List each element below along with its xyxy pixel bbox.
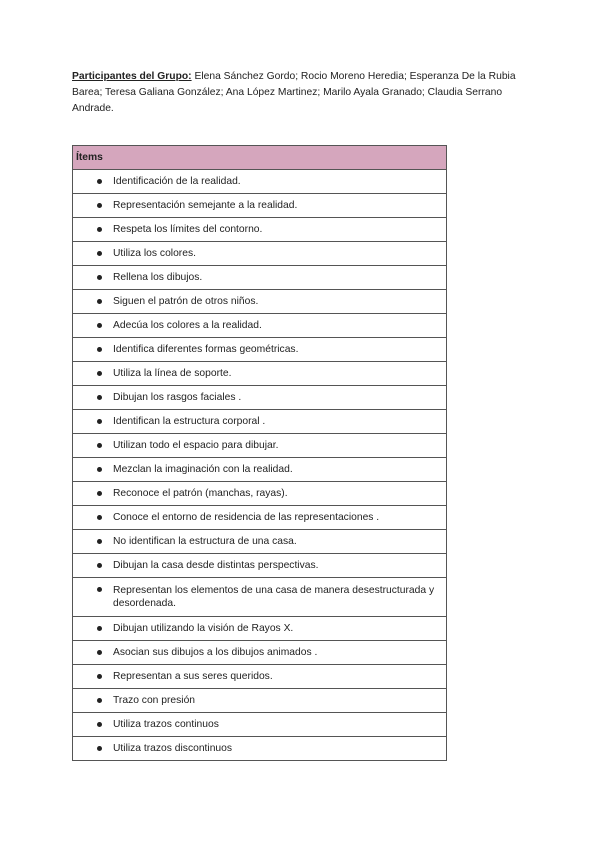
items-header: Ítems: [73, 146, 447, 170]
table-row: [73, 506, 447, 530]
bullet-icon: [97, 419, 102, 424]
item-text: Utiliza trazos discontinuos: [113, 743, 233, 754]
participants-paragraph: [72, 69, 532, 117]
item-text: Utiliza la línea de soporte.: [113, 368, 232, 379]
bullet-icon: [97, 227, 102, 232]
bullet-icon: [97, 371, 102, 376]
item-cell: [73, 338, 447, 362]
bullet-icon: [97, 698, 102, 703]
item-cell: [73, 170, 447, 194]
item-text: Respeta los límites del contorno.: [113, 224, 263, 235]
item-text: Utiliza trazos continuos: [113, 719, 219, 730]
item-cell: [73, 617, 447, 641]
bullet-icon: [97, 626, 102, 631]
item-cell: [73, 218, 447, 242]
bullet-icon: [97, 674, 102, 679]
participants-label: Participantes del Grupo:: [72, 71, 192, 82]
item-cell: [73, 242, 447, 266]
item-text: Representan a sus seres queridos.: [113, 671, 273, 682]
item-cell: [73, 482, 447, 506]
item-text: Conoce el entorno de residencia de las representaciones .: [113, 512, 380, 523]
table-row: [73, 410, 447, 434]
table-row: [73, 314, 447, 338]
table-row: [73, 713, 447, 737]
item-text: Utiliza los colores.: [113, 248, 196, 259]
bullet-icon: [97, 203, 102, 208]
item-text: Reconoce el patrón (manchas, rayas).: [113, 488, 288, 499]
bullet-icon: [97, 299, 102, 304]
bullet-icon: [97, 395, 102, 400]
table-row: [73, 266, 447, 290]
item-text: Identifica diferentes formas geométricas.: [113, 344, 299, 355]
item-cell: [73, 314, 447, 338]
item-cell: [73, 665, 447, 689]
bullet-icon: [97, 467, 102, 472]
item-cell: [73, 194, 447, 218]
bullet-icon: [97, 275, 102, 280]
item-cell: [73, 578, 447, 617]
item-text: Representan los elementos de una casa de manera desestructurada y desordenada.: [113, 585, 435, 609]
table-row: [73, 641, 447, 665]
table-row: [73, 578, 447, 617]
table-row: [73, 362, 447, 386]
table-header-row: [73, 146, 447, 170]
table-row: [73, 737, 447, 761]
item-text: No identifican la estructura de una casa.: [113, 536, 297, 547]
table-row: [73, 386, 447, 410]
item-cell: [73, 737, 447, 761]
item-text: Identifican la estructura corporal .: [113, 416, 266, 427]
item-text: Adecúa los colores a la realidad.: [113, 320, 262, 331]
item-text: Rellena los dibujos.: [113, 272, 203, 283]
item-text: Identificación de la realidad.: [113, 176, 241, 187]
item-cell: [73, 410, 447, 434]
item-cell: [73, 386, 447, 410]
item-cell: [73, 458, 447, 482]
bullet-icon: [97, 251, 102, 256]
participants-names: Elena Sánchez Gordo; Rocio Moreno Heredia; Esperanza De la Rubia Barea; Teresa Galiana González; Ana López Martinez; Marilo Ayala Granado; Claudia Serrano Andrade.: [72, 71, 516, 114]
item-text: Representación semejante a la realidad.: [113, 200, 298, 211]
table-row: [73, 170, 447, 194]
bullet-icon: [97, 722, 102, 727]
item-cell: [73, 641, 447, 665]
item-text: Dibujan la casa desde distintas perspectivas.: [113, 560, 319, 571]
bullet-icon: [97, 347, 102, 352]
bullet-icon: [97, 443, 102, 448]
item-text: Utilizan todo el espacio para dibujar.: [113, 440, 279, 451]
item-cell: [73, 266, 447, 290]
table-row: [73, 218, 447, 242]
item-cell: [73, 554, 447, 578]
items-table: [72, 145, 447, 761]
bullet-icon: [97, 491, 102, 496]
item-cell: [73, 434, 447, 458]
item-text: Trazo con presión: [113, 695, 196, 706]
table-row: [73, 194, 447, 218]
table-row: [73, 434, 447, 458]
table-row: [73, 554, 447, 578]
table-row: [73, 617, 447, 641]
bullet-icon: [97, 539, 102, 544]
bullet-icon: [97, 323, 102, 328]
table-row: [73, 530, 447, 554]
item-cell: [73, 290, 447, 314]
item-cell: [73, 689, 447, 713]
item-text: Dibujan utilizando la visión de Rayos X.: [113, 623, 294, 634]
table-row: [73, 665, 447, 689]
item-text: Mezclan la imaginación con la realidad.: [113, 464, 293, 475]
item-cell: [73, 362, 447, 386]
table-row: [73, 338, 447, 362]
table-row: [73, 482, 447, 506]
table-row: [73, 689, 447, 713]
table-row: [73, 290, 447, 314]
item-text: Siguen el patrón de otros niños.: [113, 296, 259, 307]
bullet-icon: [97, 515, 102, 520]
item-cell: [73, 530, 447, 554]
bullet-icon: [97, 746, 102, 751]
bullet-icon: [97, 563, 102, 568]
item-text: Dibujan los rasgos faciales .: [113, 392, 242, 403]
item-text: Asocian sus dibujos a los dibujos animados .: [113, 647, 318, 658]
table-row: [73, 458, 447, 482]
item-cell: [73, 713, 447, 737]
table-row: [73, 242, 447, 266]
bullet-icon: [97, 650, 102, 655]
bullet-icon: [97, 587, 102, 592]
item-cell: [73, 506, 447, 530]
items-body: [73, 170, 447, 761]
bullet-icon: [97, 179, 102, 184]
